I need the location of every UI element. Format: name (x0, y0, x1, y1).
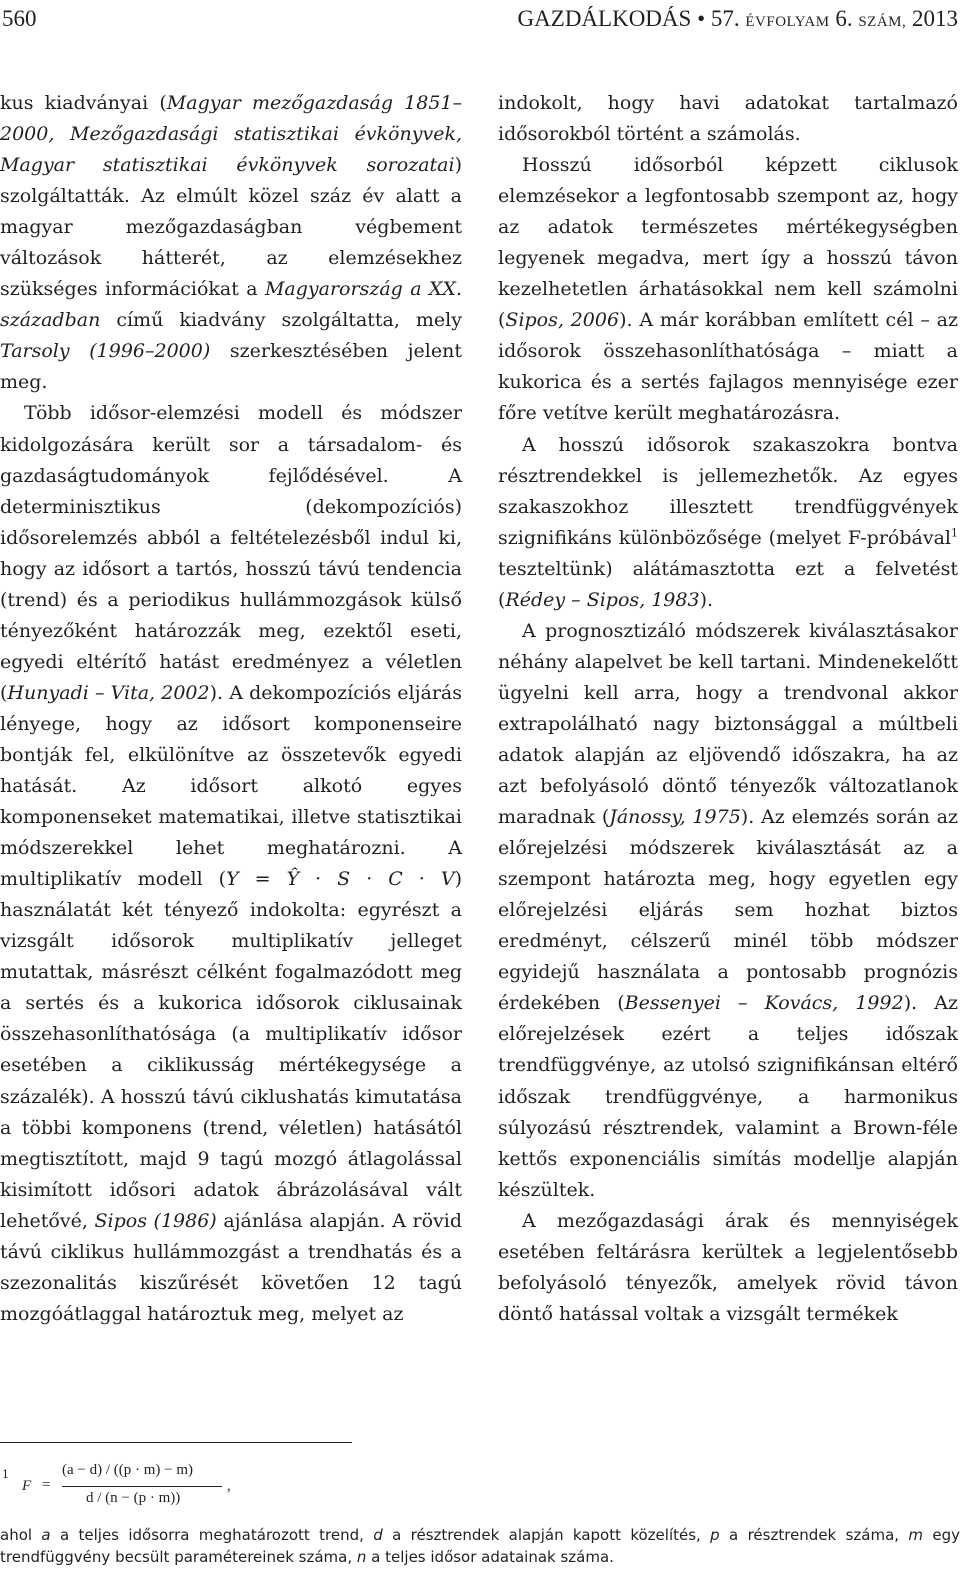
italic-text: Sipos, 2006 (505, 309, 620, 332)
italic-text: n (356, 1548, 367, 1566)
italic-text: Y = Ŷ · S · C · V (226, 868, 455, 891)
text-run: ). A már korábban említett cél – az idősorok összehasonlíthatósága – miatt a kukorica és a sertés fajlagos mennyisége ezer főre vetítve került meghatározásra. (498, 309, 958, 425)
issue-number: 6. (835, 6, 853, 31)
issue-label: SZÁM, (858, 14, 907, 30)
left-column (0, 88, 462, 1330)
volume-number: 57. (710, 6, 740, 31)
f-test-formula (22, 1462, 282, 1522)
text-run: egy trendfüggvény becsült paramétereinek száma, (0, 1526, 960, 1566)
year: 2013 (912, 6, 958, 31)
text-run: a teljes idősor adatainak száma. (366, 1548, 614, 1566)
italic-text: m (908, 1526, 924, 1544)
text-run: A hosszú idősorok szakaszokra bontva résztrendekkel is jellemezhetők. Az egyes szakaszokhoz illesztett trendfüggvények szignifikáns különbözősége (melyet F-próbával (498, 433, 958, 549)
footnote-reference: 1 (951, 526, 958, 540)
italic-text: Sipos (1986) (94, 1209, 217, 1232)
footnote-marker: 1 (2, 1468, 9, 1481)
italic-text: Magyar mezőgazdaság 1851–2000, Mezőgazdasági statisztikai évkönyvek, Magyar statisztikai évkönyvek sorozatai (0, 92, 463, 177)
text-run: indokolt, hogy havi adatokat tartalmazó idősorokból történt a számolás. (498, 92, 958, 146)
fraction-bar (62, 1486, 222, 1487)
text-run: Több idősor-elemzési modell és módszer kidolgozására került sor a társadalom- és gazdaságtudományok fejlődésével. A determinisztikus (dekompozíciós) idősorelemzés abból a feltételezésből indul ki, hogy az idősort a tartós, hosszú távú tendencia (trend) és a periodikus hullámmozgások külső tényezőként határozzák meg, ezektől eseti, egyedi eltérítő hatást eredményez a véletlen ( (0, 402, 462, 704)
formula-equals: = (42, 1477, 51, 1493)
formula-comma: , (227, 1478, 231, 1494)
text-run: című kiadvány szolgáltatta, mely (100, 309, 462, 332)
text-run: a teljes idősorra meghatározott trend, (50, 1526, 374, 1544)
text-run: ahol (0, 1526, 42, 1544)
text-run: szerkesztésében jelent meg. (0, 340, 462, 394)
text-run: a résztrendek alapján kapott közelítés, (382, 1526, 711, 1544)
text-run: Hosszú idősorból képzett ciklusok elemzésekor a legfontosabb szempont az, hogy az adatok természetes mértékegységben legyenek megadva, mert így a hosszú távon kezelhetetlen árhatásokkal nem kell számolni ( (498, 154, 958, 332)
footnote-rule (0, 1442, 352, 1443)
text-run: ). (699, 588, 714, 611)
text-run: A mezőgazdasági árak és mennyiségek esetében feltárásra kerültek a legjelentősebb befolyásoló tényezők, amelyek rövid távon döntő hatással voltak a vizsgált termékek (498, 1209, 958, 1325)
header-bullet: • (697, 6, 706, 31)
italic-text: Jánossy, 1975 (609, 806, 741, 829)
text-run: ) szolgáltatták. Az elmúlt közel száz év alatt a magyar mezőgazdaságban végbement változások hátterét, az elemzésekhez szükséges információkat a (0, 154, 462, 301)
text-run: a résztrendek száma, (719, 1526, 909, 1544)
text-run: ajánlása alapján. A rövid távú ciklikus hullámmozgást a trendhatás és a szezonalitás kiszűrését követően 12 tagú mozgóátlaggal határoztuk meg, melyet az (0, 1209, 463, 1325)
italic-text: a (41, 1526, 51, 1544)
text-run: ). Az elemzés során az előrejelzési módszerek kiválasztását az a szempont határozta meg, hogy egyetlen egy előrejelzési eljárás sem hozhat biztos eredményt, célszerű minél több módszer egyidejű használata a pontosabb prognózis érdekében ( (498, 806, 958, 1015)
italic-text: Tarsoly (1996–2000) (0, 340, 211, 363)
italic-text: Bessenyei – Kovács, 1992 (624, 992, 904, 1015)
footnote-text (0, 1524, 960, 1568)
italic-text: p (710, 1526, 720, 1544)
running-head (0, 4, 960, 38)
right-column (498, 88, 958, 1330)
journal-info (518, 4, 958, 37)
paragraph (0, 88, 462, 398)
formula-lhs: F (22, 1478, 32, 1494)
italic-text: Hunyadi – Vita, 2002 (7, 681, 210, 704)
text-run: kus kiadványai ( (0, 92, 167, 114)
page-number: 560 (2, 6, 37, 31)
italic-text: d (373, 1526, 383, 1544)
text-run: ) használatát két tényező indokolta: egyrészt a vizsgált idősorok multiplikatív jelleget mutattak, másrészt célként fogalmazódott meg a sertés és a kukorica idősorok ciklusainak összehasonlíthatósága (a multiplikatív idősor esetében a ciklikusság mértékegysége a százalék). A hosszú távú ciklushatás kimutatása a többi komponens (trend, véletlen) hatásától megtisztított, majd 9 tagú mozgó átlagolással kisimított idősori adatok ábrázolásával vált lehetővé, (0, 868, 462, 1232)
paragraph (0, 398, 462, 1329)
paragraph (498, 1206, 958, 1330)
journal-title: GAZDÁLKODÁS (517, 6, 692, 31)
paragraph (498, 150, 958, 429)
paragraph (498, 616, 958, 1206)
volume-label: ÉVFOLYAM (745, 14, 830, 30)
italic-text: Rédey – Sipos, 1983 (505, 588, 700, 611)
text-run: teszteltünk) alátámasztotta ezt a felvetést ( (498, 557, 958, 611)
text-run: ). Az előrejelzések ezért a teljes időszak trendfüggvénye, az utolsó szignifikánsan eltérő időszak trendfüggvénye, a harmonikus súlyozású résztrendek, valamint a Brown-féle kettős exponenciális simítás modellje alapján készültek. (498, 992, 958, 1201)
text-run: A prognosztizáló módszerek kiválasztásakor néhány alapelvet be kell tartani. Mindenekelőtt ügyelni kell arra, hogy a trendvonal akkor extrapolálható nagy biztonsággal a múltbeli adatok alapján az eljövendő időszakra, ha az azt befolyásoló döntő tényezők változatlanok maradnak ( (498, 619, 958, 829)
paragraph (498, 430, 958, 616)
formula-numerator: (a − d) / ((p · m) − m) (62, 1462, 194, 1478)
italic-text: Magyarország a XX. században (0, 278, 462, 332)
text-run: ). A dekompozíciós eljárás lényege, hogy az idősort komponenseire bontják fel, elkülönítve az összetevők egyedi hatását. Az idősort alkotó egyes komponenseket matematikai, illetve statisztikai módszerekkel lehet meghatározni. A multiplikatív modell ( (0, 681, 462, 891)
paragraph (498, 88, 958, 150)
formula-denominator: d / (n − (p · m)) (86, 1490, 181, 1506)
